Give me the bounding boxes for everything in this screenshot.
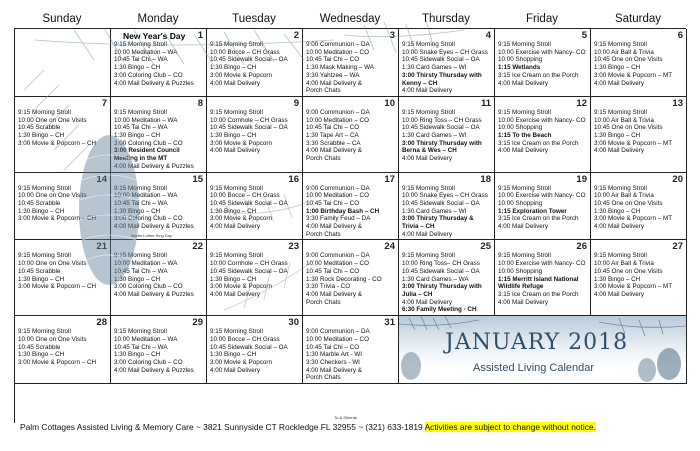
event-item: 1:30 Bingo – CH: [18, 351, 65, 359]
empty-cell: [15, 29, 111, 97]
event-item: 4:00 Mail Delivery: [210, 223, 261, 231]
event-item: 3:00 Movie & Popcorn – CH: [18, 139, 97, 147]
event-item: 4:00 Mail Delivery & Puzzles: [114, 162, 194, 170]
event-item: 9:15 Morning Stroll: [114, 184, 167, 192]
event-item: 10:00 Shopping: [498, 267, 543, 275]
event-item: 3:15 Ice Cream on the Porch: [498, 71, 579, 79]
event-item: 9:00 Communion – DA: [306, 108, 370, 116]
event-item: 3:00 Movie & Popcorn: [210, 358, 272, 366]
event-item: 10:00 Bocce – CH Grass: [210, 335, 280, 343]
event-item: 3:15 Ice Cream on the Porch: [498, 290, 579, 298]
day-number: 27: [672, 241, 683, 253]
event-item: 10:00 Air Ball & Trivia: [594, 116, 654, 124]
day-number: 11: [480, 97, 491, 109]
event-item: 3:00 Thirsty Thursday &: [402, 215, 474, 223]
event-item: 9:15 Morning Stroll: [210, 184, 263, 192]
day-cell-6: [591, 29, 687, 97]
event-item: 4:00 Mail Delivery: [594, 223, 645, 231]
event-item: 1:30 Bingo – CH: [114, 207, 161, 215]
event-item: 10:00 Meditation – CO: [306, 192, 370, 200]
weekday-thursday: Thursday: [422, 13, 470, 25]
day-number: 17: [384, 173, 395, 185]
event-item: 1:30 Bingo – CH: [114, 132, 161, 140]
event-item: 1:30 Card Games – WI: [402, 132, 467, 140]
day-number: 25: [480, 241, 491, 253]
event-item: 10:00 Bocce – CH Grass: [210, 48, 280, 56]
event-item: 4:00 Mail Delivery: [498, 298, 549, 306]
day-cell-28: [15, 316, 111, 384]
day-cell-24: [303, 240, 399, 316]
event-item: 1:30 Bingo – CH: [210, 64, 257, 72]
event-item: 3:00 Thirsty Thursday with: [402, 139, 482, 147]
event-item: 9:15 Morning Stroll: [594, 41, 647, 48]
day-number: 28: [96, 317, 107, 329]
event-item: 4:00 Mail Delivery & Puzzles: [114, 366, 194, 374]
event-item: 1:30 Bingo – CH: [18, 275, 65, 283]
day-number: 30: [288, 317, 299, 329]
day-cell-1: [111, 29, 207, 97]
event-item: 9:15 Morning Stroll: [210, 328, 263, 336]
event-item: 3:00 Coloring Club – CO: [114, 139, 183, 147]
day-cell-8: [111, 97, 207, 173]
event-item: 3:00 Movie & Popcorn – CH: [18, 358, 97, 366]
event-item: 10:00 Meditation – CO: [306, 116, 370, 124]
event-item: 3:30 Family Feud – DA: [306, 215, 371, 223]
event-item: 4:00 Mail Delivery: [210, 366, 261, 374]
event-item: 3:00 Movie & Popcorn – MT: [594, 215, 673, 223]
day-cell-31: [303, 316, 399, 384]
day-cell-30: [207, 316, 303, 384]
event-item: 10:00 Ring Toss– CH Grass: [402, 260, 480, 268]
event-item: 10:00 Meditation – CO: [306, 260, 370, 268]
event-item: Porch Chats: [306, 155, 341, 163]
day-cell-5: [495, 29, 591, 97]
event-item: 4:00 Mail Delivery & Puzzles: [114, 223, 194, 231]
day-number: 3: [389, 30, 395, 41]
event-item: 1:30 Bingo – CH: [594, 132, 641, 140]
event-item: 1:15 Merritt Island National: [498, 275, 579, 283]
event-item: 1:30 Bingo – CH: [594, 275, 641, 283]
event-item: 9:15 Morning Stroll: [18, 184, 71, 192]
event-item: 3:00 Movie & Popcorn – MT: [594, 139, 673, 147]
day-number: 20: [672, 173, 683, 185]
event-item: 4:00 Mail Delivery: [210, 147, 261, 155]
event-item: 10:00 Air Ball & Trivia: [594, 260, 654, 268]
day-number: 12: [576, 97, 587, 109]
event-item: 1:15 Wetlands: [498, 64, 541, 72]
event-item: 1:30 Card Games – WA: [402, 275, 469, 283]
event-item: 4:00 Mail Delivery & Puzzles: [114, 290, 194, 298]
event-item: 10:00 Meditation – WA: [114, 260, 178, 268]
day-number: 2: [293, 30, 299, 41]
event-item: Wildlife Refuge: [498, 283, 544, 291]
holiday-label: New Year's Day: [123, 31, 186, 41]
event-item: 10:00 Meditation – WA: [114, 335, 178, 343]
day-cell-14: [15, 173, 111, 241]
event-item: 10:00 Snake Eyes – CH Grass: [402, 48, 488, 56]
event-item: 10:45 Tai Chi – WA: [114, 56, 168, 64]
weekday-friday: Friday: [526, 13, 558, 25]
day-cell-10: [303, 97, 399, 173]
event-item: 9:15 Morning Stroll: [210, 108, 263, 116]
event-item: 4:00 Mail Delivery: [402, 298, 453, 306]
event-item: 10:00 Exercise with Nancy- CO: [498, 48, 586, 56]
event-item: 3:30 Trivia - CO: [306, 283, 351, 291]
event-item: 10:45 Scrabble: [18, 199, 61, 207]
event-item: 10:45 Sidewalk Social – OA: [210, 343, 288, 351]
event-item: 1:00 Birthday Bash – CH: [306, 207, 380, 215]
day-number: 21: [96, 241, 107, 253]
day-number: 18: [480, 173, 491, 185]
day-cell-21: [15, 240, 111, 316]
event-item: 10:45 Tai Chi – CO: [306, 56, 360, 64]
event-item: 3:00 Resident Council: [114, 147, 180, 155]
event-item: 3:15 Ice Cream on the Porch: [498, 139, 579, 147]
day-cell-3: [303, 29, 399, 97]
event-item: 9:15 Morning Stroll: [594, 184, 647, 192]
day-cell-18: [399, 173, 495, 241]
event-item: Trivia – CH: [402, 223, 435, 231]
event-item: 10:45 Scrabble: [18, 124, 61, 132]
event-item: 9:00 Communion – DA: [306, 328, 370, 336]
day-cell-23: [207, 240, 303, 316]
event-item: 1:30 Bingo – CH: [210, 275, 257, 283]
day-number: 15: [192, 173, 203, 185]
event-item: 3:00 Coloring Club – CO: [114, 358, 183, 366]
event-item: 9:00 Communion – DA: [306, 252, 370, 260]
event-item: 1:30 Bingo – CH: [114, 275, 161, 283]
event-item: 10:00 Snake Eyes – CH Grass: [402, 192, 488, 200]
event-item: 10:45 Tai Chi – WA: [114, 343, 168, 351]
event-item: 9:15 Morning Stroll: [402, 184, 455, 192]
event-item: 10:00 Cornhole – CH Grass: [210, 116, 288, 124]
event-item: 9:15 Morning Stroll: [594, 108, 647, 116]
event-item: 4:00 Mail Delivery: [498, 223, 549, 231]
event-item: 3:00 Movie & Popcorn: [210, 283, 272, 291]
event-item: 3:00 Coloring Club – CO: [114, 215, 183, 223]
event-item: 3:00 Movie & Popcorn – CH: [18, 215, 97, 223]
event-item: 4:00 Mail Delivery &: [306, 79, 362, 87]
event-item: 9:15 Morning Stroll: [402, 108, 455, 116]
event-item: 3:00 Thirsty Thursday with: [402, 71, 482, 79]
event-item: 4:00 Mail Delivery: [210, 79, 261, 87]
footer: [20, 422, 690, 432]
event-item: 10:45 Tai Chi – WA: [114, 199, 168, 207]
event-item: 1:30 Card Games – WI: [402, 207, 467, 215]
event-item: 10:00 Cornhole – CH Grass: [210, 260, 288, 268]
banner-month: JANUARY 2018: [445, 330, 629, 356]
event-item: 10:45 One on One Visits: [594, 124, 663, 132]
day-cell-17: [303, 173, 399, 241]
event-item: 10:45 Tai Chi – CO: [306, 124, 360, 132]
day-cell-16: [207, 173, 303, 241]
event-item: 10:00 One on One Visits: [18, 335, 87, 343]
event-item: 10:45 Tai Chi – CO: [306, 199, 360, 207]
event-item: 10:45 Sidewalk Social – OA: [210, 199, 288, 207]
event-item: 10:45 Tai Chi – WA: [114, 267, 168, 275]
day-number: 5: [581, 30, 587, 41]
event-item: 3:00 Movie & Popcorn: [210, 215, 272, 223]
event-item: 4:00 Mail Delivery: [210, 290, 261, 298]
event-item: 10:00 Exercise with Nancy- CO: [498, 116, 586, 124]
day-number: 24: [384, 241, 395, 253]
event-item: 10:45 Scrabble: [18, 267, 61, 275]
day-number: 19: [576, 173, 587, 185]
event-item: 4:00 Mail Delivery &: [306, 290, 362, 298]
event-item: 1:30 Bingo – CH: [210, 132, 257, 140]
event-item: 1:15 To the Beach: [498, 132, 552, 140]
event-item: 10:45 Sidewalk Social – OA: [210, 56, 288, 64]
day-number: 31: [384, 317, 395, 329]
event-item: 10:00 One on One Visits: [18, 116, 87, 124]
event-item: 9:15 Morning Stroll: [402, 41, 455, 48]
event-item: 4:00 Mail Delivery &: [306, 147, 362, 155]
event-item: 3:00 Coloring Club – CO: [114, 71, 183, 79]
day-number: 22: [192, 241, 203, 253]
banner-subtitle: Assisted Living Calendar: [473, 362, 595, 375]
event-item: Meeting in the MT: [114, 155, 168, 163]
footer-highlight: Activities are subject to change without notice.: [424, 422, 596, 432]
event-item: 10:45 Sidewalk Social – OA: [402, 56, 480, 64]
event-item: 10:00 Meditation – WA: [114, 192, 178, 200]
event-item: 1:30 Bingo – CH: [210, 351, 257, 359]
day-cell-25: [399, 240, 495, 316]
event-item: 10:00 Exercise with Nancy- CO: [498, 260, 586, 268]
event-item: 9:00 Communion – DA: [306, 184, 370, 192]
day-number: 13: [672, 97, 683, 109]
weekday-tuesday: Tuesday: [232, 13, 276, 25]
event-item: 9:15 Morning Stroll: [498, 41, 551, 48]
event-item: 10:45 Sidewalk Social – OA: [210, 267, 288, 275]
event-item: 10:45 One on One Visits: [594, 267, 663, 275]
event-item: 3:00 Coloring Club – CO: [114, 283, 183, 291]
event-item: 10:45 Tai Chi – CO: [306, 267, 360, 275]
event-item: 10:45 Sidewalk Social – OA: [402, 124, 480, 132]
day-number: 23: [288, 241, 299, 253]
event-item: 10:00 Air Ball & Trivia: [594, 48, 654, 56]
event-item: 1:30 Mask Making – WA: [306, 64, 375, 72]
event-item: 3:30 Scrabble – CA: [306, 139, 361, 147]
event-item: 10:00 Shopping: [498, 124, 543, 132]
event-item: 9:15 Morning Stroll: [18, 108, 71, 116]
calendar: [14, 10, 686, 423]
event-item: 1:15 Exploration Tower: [498, 207, 567, 215]
day-number: 7: [101, 97, 107, 109]
event-item: 10:00 Air Ball & Trivia: [594, 192, 654, 200]
day-cell-13: [591, 97, 687, 173]
day-cell-9: [207, 97, 303, 173]
event-item: 4:00 Mail Delivery: [402, 87, 453, 95]
event-item: 3:30 Yahtzee – WA: [306, 71, 360, 79]
event-item: 10:45 One on One Visits: [594, 199, 663, 207]
day-number: 1: [197, 30, 203, 41]
day-cell-22: [111, 240, 207, 316]
day-cell-12: [495, 97, 591, 173]
event-item: 10:45 Sidewalk Social – OA: [210, 124, 288, 132]
event-item: 10:00 One on One Visits: [18, 192, 87, 200]
event-item: 4:00 Mail Delivery: [594, 79, 645, 87]
event-item: 3:00 Movie & Popcorn – MT: [594, 283, 673, 291]
event-item: 9:15 Morning Stroll: [114, 108, 167, 116]
event-item: 1:30 Tape Art – CA: [306, 132, 359, 140]
credit-note: Tu & Siberak: [334, 415, 357, 420]
event-item: Porch Chats: [306, 374, 341, 382]
event-item: 4:00 Mail Delivery & Puzzles: [114, 79, 194, 87]
day-cell-19: [495, 173, 591, 241]
event-item: Porch Chats: [306, 298, 341, 306]
event-item: 9:00 Communion – DA: [306, 41, 370, 48]
weekday-sunday: Sunday: [42, 13, 82, 25]
event-item: 9:15 Morning Stroll: [114, 252, 167, 260]
weekday-header: [14, 10, 686, 28]
event-item: 10:45 One on One Visits: [594, 56, 663, 64]
event-item: 4:00 Mail Delivery: [498, 147, 549, 155]
event-item: 1:30 Bingo – CH: [114, 64, 161, 72]
calendar-grid: [14, 28, 686, 423]
event-item: 1:30 Bingo – CH: [594, 207, 641, 215]
event-item: Kenny – CH: [402, 79, 438, 87]
event-item: 9:15 Morning Stroll: [498, 108, 551, 116]
event-item: 10:00 One on One Visits: [18, 260, 87, 268]
event-item: 10:00 Shopping: [498, 199, 543, 207]
event-item: Porch Chats: [306, 230, 341, 238]
event-item: 1:30 Bingo – CH: [594, 64, 641, 72]
day-cell-29: [111, 316, 207, 384]
event-item: 9:15 Morning Stroll: [18, 328, 71, 336]
day-number: 10: [384, 97, 395, 109]
event-item: 6:30 Family Meeting - CH: [402, 306, 477, 314]
day-cell-20: [591, 173, 687, 241]
event-item: 10:00 Meditation – CO: [306, 48, 370, 56]
event-item: 4:00 Mail Delivery: [594, 147, 645, 155]
event-item: 10:45 Sidewalk Social – OA: [402, 267, 480, 275]
event-item: 9:15 Morning Stroll: [594, 252, 647, 260]
day-cell-27: [591, 240, 687, 316]
event-item: 4:00 Mail Delivery: [594, 290, 645, 298]
event-item: 1:30 Rock Decorating - CO: [306, 275, 382, 283]
event-item: 3:00 Movie & Popcorn: [210, 139, 272, 147]
day-cell-4: [399, 29, 495, 97]
day-cell-15: [111, 173, 207, 241]
day-number: 8: [197, 97, 203, 109]
day-number: 16: [288, 173, 299, 185]
event-item: 9:15 Morning Stroll: [114, 328, 167, 336]
day-number: 9: [293, 97, 299, 109]
day-note: Martin Luther King Day: [131, 233, 172, 239]
event-item: 10:00 Ring Toss – CH Grass: [402, 116, 482, 124]
event-item: 3:15 Ice Cream on the Porch: [498, 215, 579, 223]
day-cell-2: [207, 29, 303, 97]
day-number: 14: [96, 173, 107, 185]
event-item: 3:00 Movie & Popcorn: [210, 71, 272, 79]
event-item: 3:00 Movie & Popcorn – MT: [594, 71, 673, 79]
event-item: 1:30 Marble Art - WI: [306, 351, 362, 359]
event-item: 10:00 Shopping: [498, 56, 543, 64]
event-item: 10:00 Meditation – WA: [114, 116, 178, 124]
day-number: 26: [576, 241, 587, 253]
weekday-saturday: Saturday: [614, 13, 662, 25]
event-item: 4:00 Mail Delivery: [402, 230, 453, 238]
event-item: 9:15 Morning Stroll: [210, 41, 263, 48]
event-item: 10:45 Scrabble: [18, 343, 61, 351]
day-cell-11: [399, 97, 495, 173]
weekday-monday: Monday: [137, 13, 179, 25]
event-item: 1:30 Bingo – CH: [210, 207, 257, 215]
event-item: 4:00 Mail Delivery &: [306, 366, 362, 374]
event-item: 9:15 Morning Stroll: [210, 252, 263, 260]
event-item: 1:30 Bingo – CH: [114, 351, 161, 359]
event-item: 10:00 Exercise with Nancy- CO: [498, 192, 586, 200]
day-cell-7: [15, 97, 111, 173]
event-item: 9:15 Morning Stroll: [402, 252, 455, 260]
event-item: 9:15 Morning Stroll: [498, 184, 551, 192]
event-item: 1:30 Card Games – WI: [402, 64, 467, 72]
event-item: Julia – CH: [402, 290, 433, 298]
event-item: 4:00 Mail Delivery: [498, 79, 549, 87]
event-item: Porch Chats: [306, 87, 341, 95]
event-item: 4:00 Mail Delivery &: [306, 223, 362, 231]
event-item: 10:45 Tai Chi – WA: [114, 124, 168, 132]
day-number: 6: [677, 30, 683, 41]
event-item: Berna & Wes – CH: [402, 147, 457, 155]
event-item: 10:45 Tai Chi – CO: [306, 343, 360, 351]
month-banner: [399, 316, 687, 384]
day-number: 29: [192, 317, 203, 329]
footer-text: Palm Cottages Assisted Living & Memory Care ~ 3821 Sunnyside CT Rockledge FL 32955 ~ (321) 633-1819: [20, 422, 425, 432]
weekday-wednesday: Wednesday: [319, 13, 381, 25]
event-item: 10:00 Meditation – CO: [306, 335, 370, 343]
event-item: 9:15 Morning Stroll: [498, 252, 551, 260]
event-item: 9:15 Morning Stroll: [114, 41, 167, 48]
event-item: 3:30 Checkers - WI: [306, 358, 360, 366]
event-item: 10:45 Sidewalk Social – OA: [402, 199, 480, 207]
event-item: 4:00 Mail Delivery: [402, 155, 453, 163]
event-item: 10:00 Bocce – CH Grass: [210, 192, 280, 200]
event-item: 3:00 Movie & Popcorn – CH: [18, 283, 97, 291]
day-number: 4: [485, 30, 491, 41]
event-item: 1:30 Bingo – CH: [18, 132, 65, 140]
day-cell-26: [495, 240, 591, 316]
event-item: 10:00 Meditation – WA: [114, 48, 178, 56]
event-item: 9:15 Morning Stroll: [18, 252, 71, 260]
event-item: 1:30 Bingo – CH: [18, 207, 65, 215]
event-item: 3:00 Thirsty Thursday with: [402, 283, 482, 291]
